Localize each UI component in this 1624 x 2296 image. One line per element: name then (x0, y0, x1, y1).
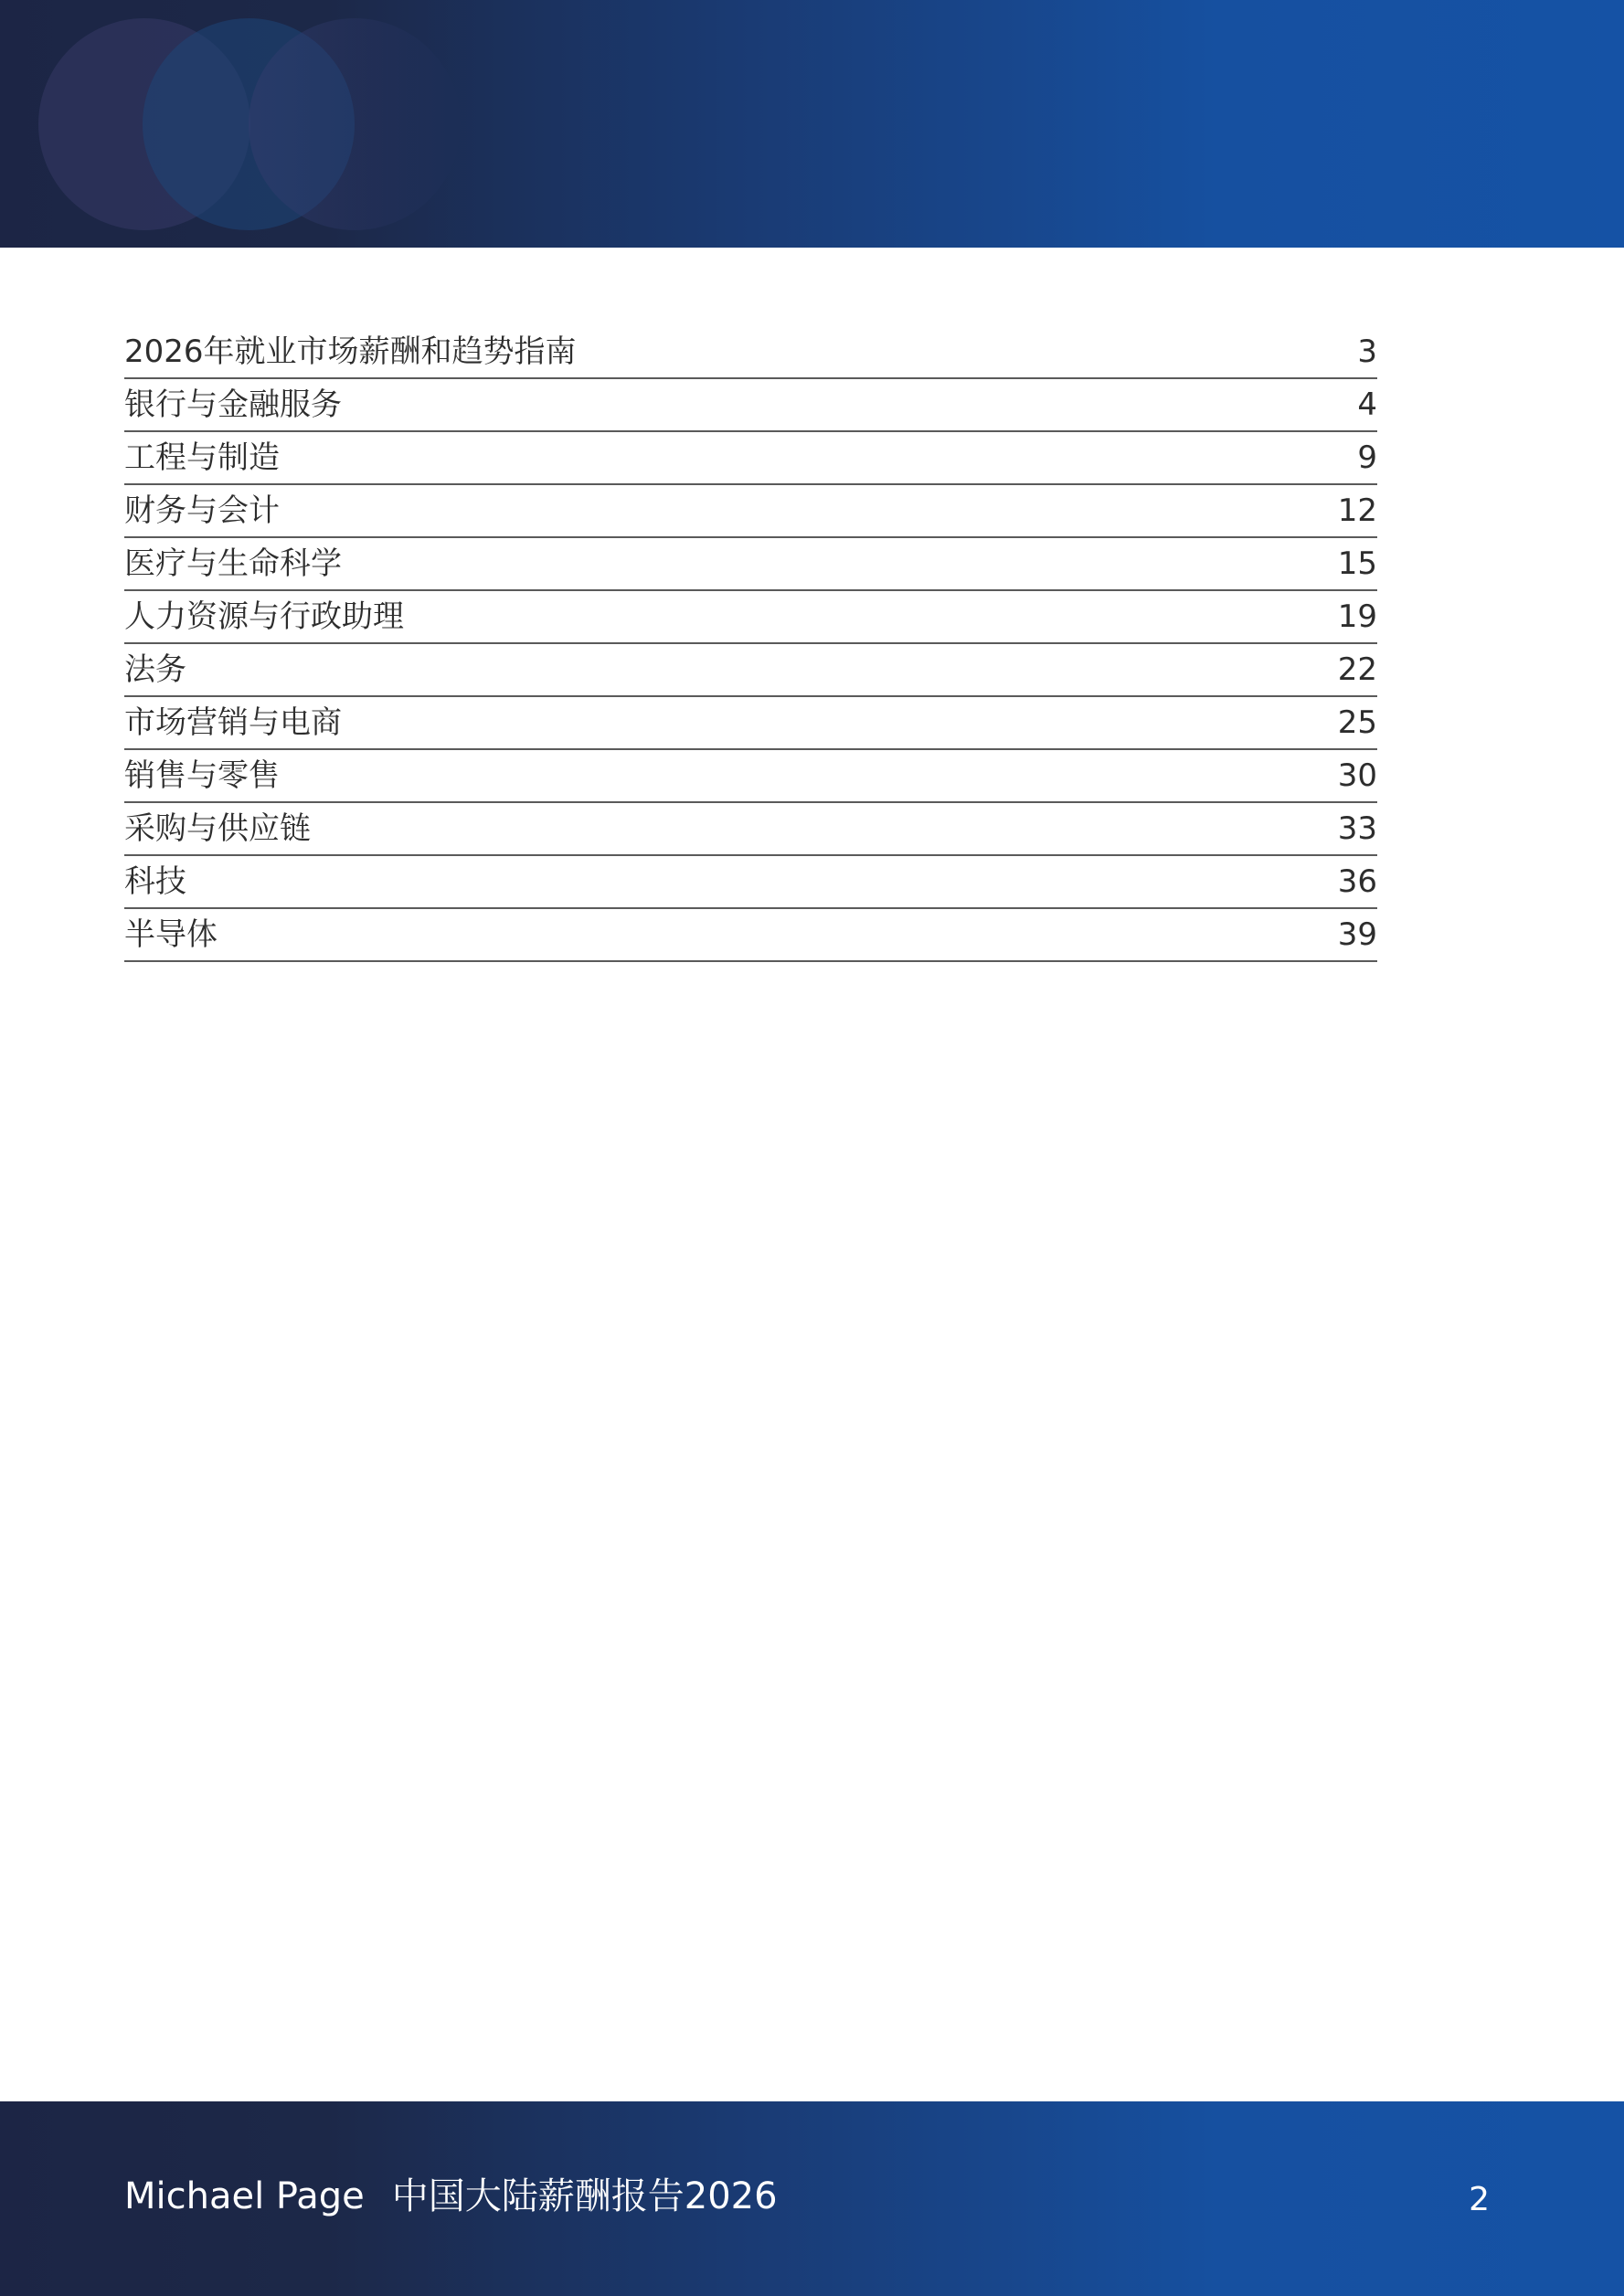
toc-entry-page: 4 (1357, 386, 1377, 423)
toc-entry-page: 9 (1357, 439, 1377, 476)
toc-entry-title: 采购与供应链 (124, 810, 311, 847)
footer-brand-line (124, 2171, 778, 2222)
toc-entry-title: 医疗与生命科学 (124, 545, 342, 582)
toc-entry-page: 30 (1337, 757, 1377, 794)
toc-entry-title: 人力资源与行政助理 (124, 598, 404, 635)
toc-entry-title: 银行与金融服务 (124, 386, 342, 423)
toc-entry-page: 39 (1337, 916, 1377, 953)
toc-entry-page: 33 (1337, 810, 1377, 847)
toc-entry-title: 财务与会计 (124, 492, 280, 529)
header-banner (0, 0, 1624, 248)
footer-banner (0, 2101, 1624, 2296)
toc-entry[interactable] (124, 432, 1377, 485)
toc-entry[interactable] (124, 856, 1377, 909)
toc-entry-page: 15 (1337, 545, 1377, 582)
toc-entry[interactable] (124, 697, 1377, 750)
toc-entry-title: 科技 (124, 863, 186, 900)
footer-report-title: 中国大陆薪酬报告2026 (391, 2175, 778, 2217)
footer-brand-name: Michael Page (124, 2175, 365, 2217)
toc-entry-title: 法务 (124, 651, 186, 688)
toc-entry-title: 销售与零售 (124, 757, 280, 794)
toc-entry[interactable] (124, 644, 1377, 697)
page-number: 2 (1469, 2181, 1490, 2218)
toc-entry-page: 22 (1337, 651, 1377, 688)
toc-entry[interactable] (124, 485, 1377, 538)
toc-entry[interactable] (124, 750, 1377, 803)
toc-entry-page: 3 (1357, 333, 1377, 370)
toc-entry-page: 19 (1337, 598, 1377, 635)
toc-entry[interactable] (124, 379, 1377, 432)
toc-entry-page: 36 (1337, 863, 1377, 900)
toc-entry[interactable] (124, 326, 1377, 379)
toc-entry-page: 12 (1337, 492, 1377, 529)
toc-entry[interactable] (124, 909, 1377, 962)
toc-entry[interactable] (124, 591, 1377, 644)
toc-entry-title: 市场营销与电商 (124, 704, 342, 741)
toc-entry-title: 2026年就业市场薪酬和趋势指南 (124, 333, 577, 370)
decorative-circle (249, 18, 461, 230)
table-of-contents (124, 326, 1377, 962)
toc-entry-page: 25 (1337, 704, 1377, 741)
toc-entry[interactable] (124, 803, 1377, 856)
toc-entry[interactable] (124, 538, 1377, 591)
toc-entry-title: 工程与制造 (124, 439, 280, 476)
toc-entry-title: 半导体 (124, 916, 218, 953)
